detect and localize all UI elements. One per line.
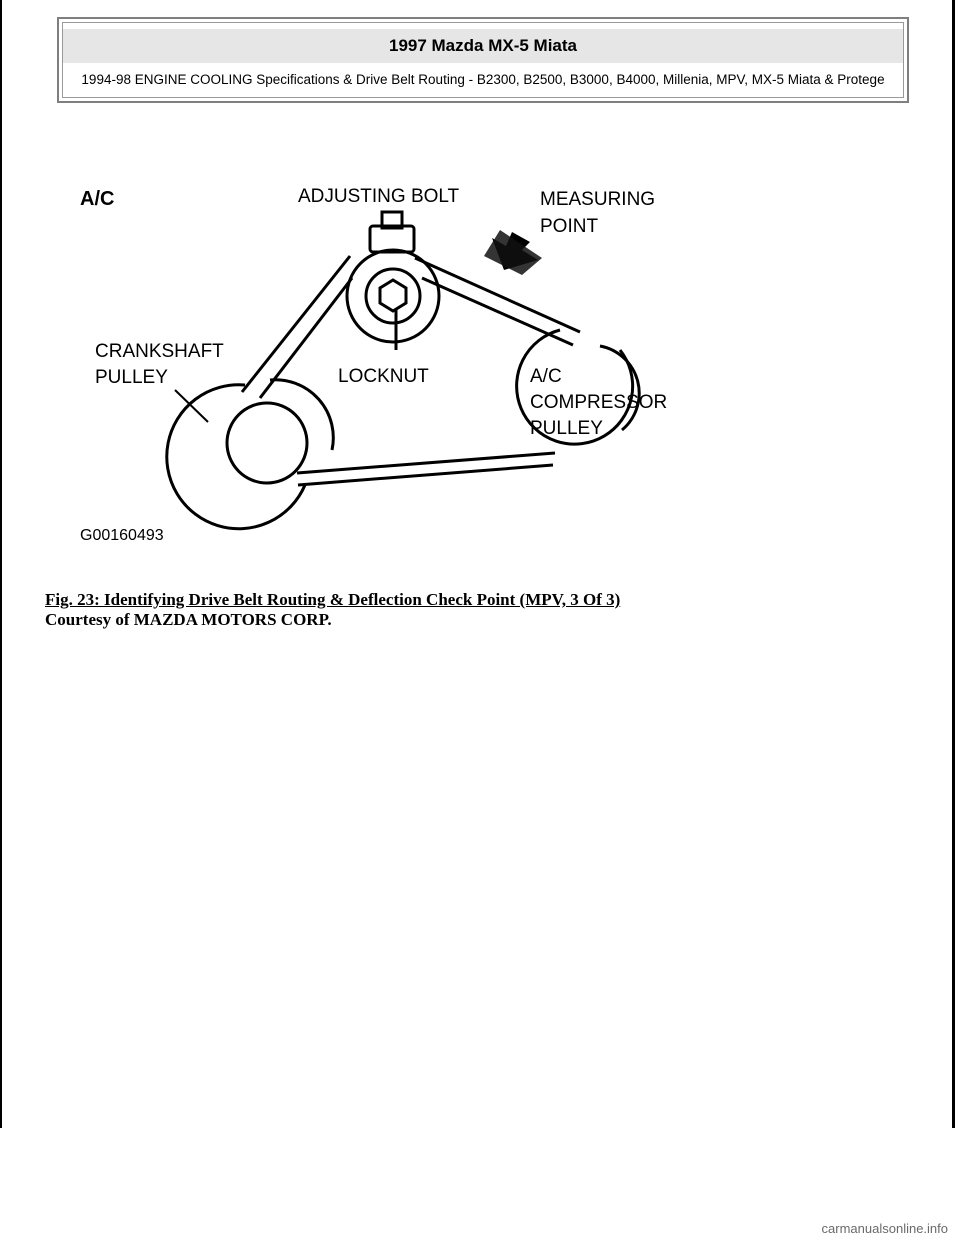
belt-routing-figure [60,160,740,550]
belt-routing-diagram [60,160,740,550]
caption-courtesy: Courtesy of MAZDA MOTORS CORP. [45,610,332,629]
header-inner [62,22,904,98]
label-ac: A/C [80,188,115,210]
label-locknut: LOCKNUT [338,366,429,387]
document-header [57,17,909,103]
header-subtitle: 1994-98 ENGINE COOLING Specifications & Drive Belt Routing - B2300, B2500, B3000, B4000, Millenia, MPV, MX-5 Miata & Protege [81,72,885,87]
label-compressor-line2: COMPRESSOR [530,392,668,413]
label-compressor-line1: A/C [530,366,562,387]
label-measuring-line2: POINT [540,216,599,237]
label-crankshaft-line1: CRANKSHAFT [95,341,224,362]
crankshaft-pulley-shape [167,380,334,529]
label-compressor-line3: PULLEY [530,418,603,439]
caption-title: Fig. 23: Identifying Drive Belt Routing & Deflection Check Point (MPV, 3 Of 3) [45,590,621,609]
figure-caption [45,590,845,630]
label-measuring-line1: MEASURING [540,189,656,210]
figure-id: G00160493 [80,527,164,544]
header-title: 1997 Mazda MX-5 Miata [63,29,903,63]
footer-watermark: carmanualsonline.info [821,1221,948,1236]
label-crankshaft-line2: PULLEY [95,367,168,388]
label-adjusting-bolt: ADJUSTING BOLT [298,186,460,207]
